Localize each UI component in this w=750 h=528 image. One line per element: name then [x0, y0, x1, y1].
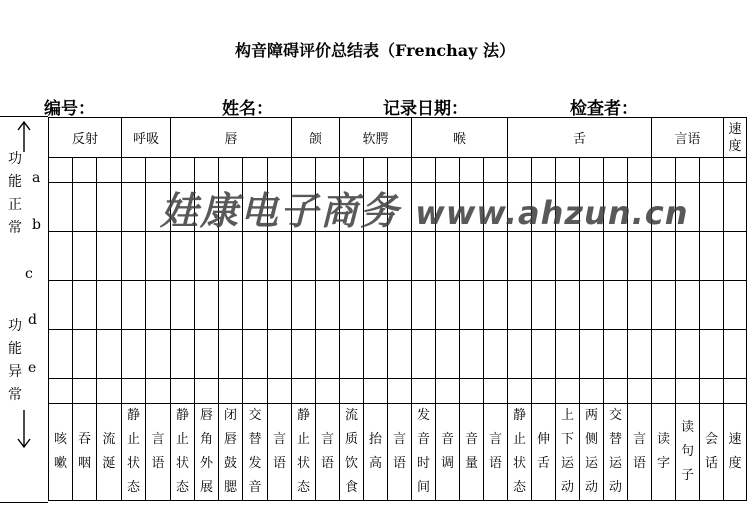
grade-cell[interactable] — [340, 281, 364, 330]
grade-cell[interactable] — [532, 379, 556, 404]
item-cell — [484, 404, 508, 501]
grade-cell[interactable] — [388, 158, 412, 183]
grade-cell[interactable] — [388, 379, 412, 404]
side-top-char-2: 能 — [8, 174, 22, 190]
grade-cell[interactable] — [122, 379, 146, 404]
item-cell — [268, 404, 292, 501]
grade-cell[interactable] — [364, 330, 388, 379]
category-header-cell — [508, 118, 652, 158]
grade-cell[interactable] — [49, 183, 73, 232]
grade-cell[interactable] — [412, 379, 436, 404]
item-label: 伸舌 — [537, 432, 551, 471]
grade-cell[interactable] — [412, 330, 436, 379]
grade-cell[interactable] — [508, 330, 532, 379]
grade-cell[interactable] — [580, 232, 604, 281]
grade-cell[interactable] — [388, 281, 412, 330]
grade-cell[interactable] — [508, 281, 532, 330]
grade-cell[interactable] — [340, 330, 364, 379]
item-label: 发音时间 — [417, 408, 431, 495]
grade-cell[interactable] — [49, 379, 73, 404]
grade-cell[interactable] — [243, 281, 268, 330]
category-header-cell — [340, 118, 412, 158]
item-cell — [532, 404, 556, 501]
grade-cell[interactable] — [243, 232, 268, 281]
grade-cell[interactable] — [532, 158, 556, 183]
grade-row — [49, 281, 747, 330]
item-cell — [700, 404, 724, 501]
grade-cell[interactable] — [436, 232, 460, 281]
item-label: 抬高 — [369, 432, 383, 471]
grade-cell[interactable] — [484, 281, 508, 330]
grade-cell[interactable] — [122, 158, 146, 183]
grade-cell[interactable] — [73, 183, 97, 232]
grade-cell[interactable] — [700, 379, 724, 404]
category-label: 唇 — [224, 132, 238, 147]
category-label: 颌 — [308, 132, 322, 147]
side-top-char-1: 功 — [8, 151, 22, 167]
grade-cell[interactable] — [556, 158, 580, 183]
grade-cell[interactable] — [652, 158, 676, 183]
grade-c: c — [25, 266, 33, 282]
item-cell — [412, 404, 436, 501]
category-header-row — [49, 118, 747, 158]
grade-cell[interactable] — [195, 232, 219, 281]
item-label: 音量 — [465, 432, 479, 471]
grade-cell[interactable] — [268, 158, 292, 183]
grade-d: d — [28, 312, 37, 328]
category-label: 软腭 — [362, 132, 389, 147]
grade-cell[interactable] — [604, 330, 628, 379]
grade-cell[interactable] — [556, 232, 580, 281]
grade-cell[interactable] — [580, 379, 604, 404]
item-cell — [195, 404, 219, 501]
item-cell — [364, 404, 388, 501]
side-bottom-char-3: 异 — [8, 364, 22, 380]
grade-cell[interactable] — [195, 330, 219, 379]
item-cell — [340, 404, 364, 501]
grade-cell[interactable] — [73, 379, 97, 404]
grade-cell[interactable] — [268, 232, 292, 281]
grade-cell[interactable] — [171, 379, 195, 404]
side-bottom-char-1: 功 — [8, 318, 22, 334]
item-cell — [388, 404, 412, 501]
grade-cell[interactable] — [292, 281, 316, 330]
grade-cell[interactable] — [316, 158, 340, 183]
grade-cell[interactable] — [652, 232, 676, 281]
grade-cell[interactable] — [364, 379, 388, 404]
items-row — [49, 404, 747, 501]
category-header-cell — [122, 118, 171, 158]
grade-cell[interactable] — [97, 183, 122, 232]
grade-cell[interactable] — [532, 281, 556, 330]
item-label: 静止状态 — [176, 408, 190, 495]
arrow-down-icon — [17, 410, 31, 450]
grade-cell[interactable] — [146, 330, 171, 379]
grade-cell[interactable] — [676, 379, 700, 404]
item-label: 上下运动 — [561, 408, 575, 495]
item-label: 交替发音 — [248, 408, 262, 495]
item-cell — [316, 404, 340, 501]
grade-cell[interactable] — [219, 158, 243, 183]
item-cell — [49, 404, 73, 501]
grade-cell[interactable] — [556, 281, 580, 330]
grade-cell[interactable] — [604, 232, 628, 281]
grade-cell[interactable] — [628, 330, 652, 379]
grade-cell[interactable] — [97, 281, 122, 330]
grade-cell[interactable] — [292, 330, 316, 379]
grade-cell[interactable] — [219, 330, 243, 379]
grade-cell[interactable] — [316, 281, 340, 330]
date-label: 记录日期： — [383, 99, 468, 119]
grade-cell[interactable] — [484, 232, 508, 281]
grade-cell[interactable] — [49, 281, 73, 330]
grade-cell[interactable] — [97, 158, 122, 183]
grade-cell[interactable] — [724, 330, 747, 379]
grade-cell[interactable] — [460, 281, 484, 330]
grade-cell[interactable] — [412, 281, 436, 330]
grade-cell[interactable] — [604, 379, 628, 404]
grade-cell[interactable] — [412, 158, 436, 183]
item-label: 闭唇鼓腮 — [224, 408, 238, 495]
item-label: 言语 — [393, 432, 407, 471]
grade-cell[interactable] — [292, 232, 316, 281]
grade-cell[interactable] — [292, 158, 316, 183]
grade-cell[interactable] — [122, 281, 146, 330]
grade-cell[interactable] — [580, 158, 604, 183]
item-label: 静止状态 — [127, 408, 141, 495]
grade-cell[interactable] — [676, 330, 700, 379]
grade-cell[interactable] — [460, 232, 484, 281]
item-label: 静止状态 — [513, 408, 527, 495]
grade-cell[interactable] — [316, 330, 340, 379]
grade-cell[interactable] — [700, 158, 724, 183]
item-label: 流涎 — [102, 432, 116, 471]
grade-cell[interactable] — [436, 379, 460, 404]
grade-cell[interactable] — [97, 330, 122, 379]
item-cell — [604, 404, 628, 501]
grade-cell[interactable] — [676, 232, 700, 281]
grade-row — [49, 232, 747, 281]
grade-cell[interactable] — [460, 330, 484, 379]
grade-cell[interactable] — [146, 281, 171, 330]
item-cell — [292, 404, 316, 501]
grade-cell[interactable] — [268, 330, 292, 379]
item-label: 静止状态 — [297, 408, 311, 495]
category-header-cell — [49, 118, 122, 158]
category-header-cell — [171, 118, 292, 158]
item-label: 咳嗽 — [54, 432, 68, 471]
item-label: 吞咽 — [78, 432, 92, 471]
item-cell — [724, 404, 747, 501]
grade-cell[interactable] — [73, 330, 97, 379]
grade-cell[interactable] — [604, 158, 628, 183]
side-bottom-char-2: 能 — [8, 341, 22, 357]
item-cell — [436, 404, 460, 501]
grade-cell[interactable] — [73, 232, 97, 281]
item-cell — [460, 404, 484, 501]
grade-cell[interactable] — [700, 281, 724, 330]
grade-cell[interactable] — [484, 379, 508, 404]
grade-cell[interactable] — [146, 379, 171, 404]
grade-cell[interactable] — [49, 330, 73, 379]
item-label: 言语 — [633, 432, 647, 471]
item-cell — [219, 404, 243, 501]
grade-cell[interactable] — [171, 158, 195, 183]
category-header-cell — [292, 118, 340, 158]
grade-cell[interactable] — [460, 158, 484, 183]
category-label: 速度 — [728, 121, 742, 154]
grade-cell[interactable] — [724, 183, 747, 232]
grade-cell[interactable] — [243, 330, 268, 379]
grade-cell[interactable] — [700, 183, 724, 232]
item-cell — [122, 404, 146, 501]
grade-cell[interactable] — [628, 232, 652, 281]
grade-cell[interactable] — [171, 281, 195, 330]
grade-cell[interactable] — [364, 281, 388, 330]
grade-cell[interactable] — [508, 379, 532, 404]
item-label: 言语 — [321, 432, 335, 471]
item-label: 两侧运动 — [585, 408, 599, 495]
grade-cell[interactable] — [316, 232, 340, 281]
grade-cell[interactable] — [171, 330, 195, 379]
grade-cell[interactable] — [628, 158, 652, 183]
grade-cell[interactable] — [122, 183, 146, 232]
grade-cell[interactable] — [628, 379, 652, 404]
item-label: 唇角外展 — [200, 408, 214, 495]
item-label: 音调 — [441, 432, 455, 471]
grade-cell[interactable] — [122, 330, 146, 379]
grade-cell[interactable] — [460, 379, 484, 404]
item-cell — [97, 404, 122, 501]
item-label: 读句子 — [681, 420, 695, 483]
item-label: 会话 — [705, 432, 719, 471]
item-cell — [508, 404, 532, 501]
category-label: 呼吸 — [132, 132, 159, 147]
item-label: 速度 — [728, 432, 742, 471]
grade-cell[interactable] — [652, 281, 676, 330]
grade-cell[interactable] — [340, 158, 364, 183]
grade-cell[interactable] — [724, 281, 747, 330]
grade-cell[interactable] — [97, 379, 122, 404]
item-label: 流质饮食 — [345, 408, 359, 495]
side-bottom-char-4: 常 — [8, 387, 22, 403]
item-cell — [243, 404, 268, 501]
grade-cell[interactable] — [724, 158, 747, 183]
name-label: 姓名： — [222, 99, 273, 119]
item-label: 交替运动 — [609, 408, 623, 495]
grade-cell[interactable] — [268, 281, 292, 330]
grade-cell[interactable] — [652, 330, 676, 379]
grade-row — [49, 379, 747, 404]
grade-cell[interactable] — [652, 379, 676, 404]
item-cell — [73, 404, 97, 501]
side-top-char-3: 正 — [8, 197, 22, 213]
grade-cell[interactable] — [724, 232, 747, 281]
grade-cell[interactable] — [195, 158, 219, 183]
grade-cell[interactable] — [508, 232, 532, 281]
grade-cell[interactable] — [676, 158, 700, 183]
watermark — [160, 180, 689, 235]
grade-cell[interactable] — [388, 330, 412, 379]
item-label: 言语 — [489, 432, 503, 471]
side-top-char-4: 常 — [8, 220, 22, 236]
grade-cell[interactable] — [219, 281, 243, 330]
category-label: 反射 — [71, 132, 98, 147]
category-header-cell — [724, 118, 747, 158]
grade-cell[interactable] — [700, 330, 724, 379]
item-label: 读字 — [657, 432, 671, 471]
grade-cell[interactable] — [73, 158, 97, 183]
grade-cell[interactable] — [316, 379, 340, 404]
number-label: 编号： — [44, 99, 95, 119]
grade-cell[interactable] — [49, 158, 73, 183]
grade-cell[interactable] — [219, 232, 243, 281]
grade-cell[interactable] — [364, 158, 388, 183]
grade-cell[interactable] — [243, 158, 268, 183]
grade-b: b — [32, 217, 41, 233]
item-cell — [652, 404, 676, 501]
item-label: 言语 — [273, 432, 287, 471]
grade-cell[interactable] — [146, 232, 171, 281]
item-cell — [580, 404, 604, 501]
item-cell — [628, 404, 652, 501]
header-rule — [0, 116, 48, 117]
item-cell — [676, 404, 700, 501]
grade-row — [49, 330, 747, 379]
grade-e: e — [28, 360, 37, 376]
grade-cell[interactable] — [388, 232, 412, 281]
category-label: 舌 — [572, 132, 586, 147]
category-label: 言语 — [674, 132, 701, 147]
grade-a: a — [32, 170, 41, 186]
grade-cell[interactable] — [97, 232, 122, 281]
grade-cell[interactable] — [676, 281, 700, 330]
grade-cell[interactable] — [724, 379, 747, 404]
category-header-cell — [652, 118, 724, 158]
grade-cell[interactable] — [532, 232, 556, 281]
bottom-rule — [0, 502, 48, 503]
grade-cell[interactable] — [195, 281, 219, 330]
grade-cell[interactable] — [195, 379, 219, 404]
item-cell — [171, 404, 195, 501]
grade-cell[interactable] — [436, 158, 460, 183]
grade-cell[interactable] — [73, 281, 97, 330]
grade-cell[interactable] — [484, 158, 508, 183]
grade-cell[interactable] — [604, 281, 628, 330]
item-cell — [146, 404, 171, 501]
grade-cell[interactable] — [628, 281, 652, 330]
grade-cell[interactable] — [49, 232, 73, 281]
grade-cell[interactable] — [243, 379, 268, 404]
grade-cell[interactable] — [146, 158, 171, 183]
watermark-url: www.ahzun.cn — [415, 194, 689, 232]
grade-cell[interactable] — [484, 330, 508, 379]
grade-cell[interactable] — [219, 379, 243, 404]
grade-cell[interactable] — [436, 330, 460, 379]
item-label: 言语 — [151, 432, 165, 471]
grade-cell[interactable] — [171, 232, 195, 281]
grade-cell[interactable] — [340, 232, 364, 281]
grade-cell[interactable] — [556, 330, 580, 379]
grade-cell[interactable] — [532, 330, 556, 379]
page-title: 构音障碍评价总结表（Frenchay 法） — [235, 41, 515, 60]
examiner-label: 检查者： — [570, 99, 638, 119]
grade-cell[interactable] — [412, 232, 436, 281]
category-label: 喉 — [452, 132, 466, 147]
grade-cell[interactable] — [700, 232, 724, 281]
category-header-cell — [412, 118, 508, 158]
grade-row — [49, 158, 747, 183]
grade-cell[interactable] — [508, 158, 532, 183]
grade-cell[interactable] — [292, 379, 316, 404]
item-cell — [556, 404, 580, 501]
watermark-brand: 娃康电子商务 — [160, 189, 401, 233]
grade-cell[interactable] — [364, 232, 388, 281]
grade-cell[interactable] — [580, 330, 604, 379]
grade-cell[interactable] — [122, 232, 146, 281]
grade-cell[interactable] — [556, 379, 580, 404]
summary-table — [48, 117, 747, 501]
grade-cell[interactable] — [580, 281, 604, 330]
grade-cell[interactable] — [268, 379, 292, 404]
grade-cell[interactable] — [436, 281, 460, 330]
grade-cell[interactable] — [340, 379, 364, 404]
